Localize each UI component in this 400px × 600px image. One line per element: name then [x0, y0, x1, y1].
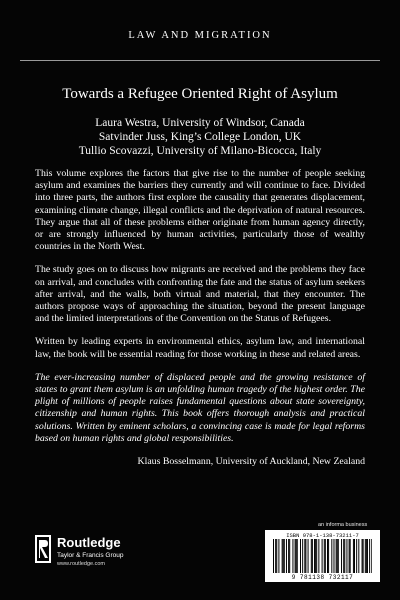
series-name: LAW AND MIGRATION	[128, 30, 272, 41]
publisher-group: Taylor & Francis Group	[57, 552, 124, 559]
blurb	[35, 168, 365, 468]
informa-tagline: an informa business	[318, 522, 368, 528]
book-title: Towards a Refugee Oriented Right of Asylum	[62, 86, 338, 102]
endorsement-quote: The ever-increasing number of displaced people and the growing resistance of states to grant them asylum is an unfolding human tragedy of the highest order. The plight of millions of people raises fundamental questions about state sovereignty, citizenship and human rights. This book offers thorough analysis and practical solutions. Written by eminent scholars, a convincing case is made for legal reforms based on human rights and global responsibilities.	[35, 371, 365, 444]
isbn-barcode	[265, 530, 380, 582]
author-2: Satvinder Juss, King’s College London, UK	[98, 131, 302, 143]
author-3: Tullio Scovazzi, University of Milano-Bicocca, Italy	[78, 145, 322, 157]
blurb-paragraph-3: Written by leading experts in environmental ethics, asylum law, and international law, the book will be essential reading for those working in these and related areas.	[35, 336, 365, 360]
header-rule	[20, 60, 380, 61]
blurb-paragraph-2: The study goes on to discuss how migrants are received and the problems they face on arrival, and concludes with confronting the fate and the status of asylum seekers after arrival, and the walls, both virtual and material, that they encounter. The authors propose ways of approaching the situation, beyond the present language and the limited interpretations of the Convention on the Status of Refugees.	[35, 264, 365, 325]
routledge-r-icon	[35, 535, 51, 563]
endorsement-attribution: Klaus Bosselmann, University of Auckland, New Zealand	[137, 456, 365, 468]
isbn-label: ISBN 978-1-138-73211-7	[286, 532, 359, 539]
barcode-icon	[273, 539, 372, 573]
publisher-url: www.routledge.com	[57, 561, 105, 567]
publisher-logo	[35, 535, 175, 575]
author-1: Laura Westra, University of Windsor, Canada	[95, 117, 305, 129]
blurb-paragraph-1: This volume explores the factors that give rise to the number of people seeking asylum and examines the barriers they currently and will continue to face. Divided into three parts, the authors first explore the causality that generates displacement, examining climate change, illegal conflicts and the deprivation of natural resources. They argue that all of these problems either originate from human agency directly, or are strongly influenced by human activities, particularly those of wealthy countries in the North West.	[35, 168, 365, 253]
isbn-digits: 9 781138 732117	[291, 574, 354, 581]
publisher-name: Routledge	[57, 535, 121, 550]
author-list	[0, 116, 400, 158]
